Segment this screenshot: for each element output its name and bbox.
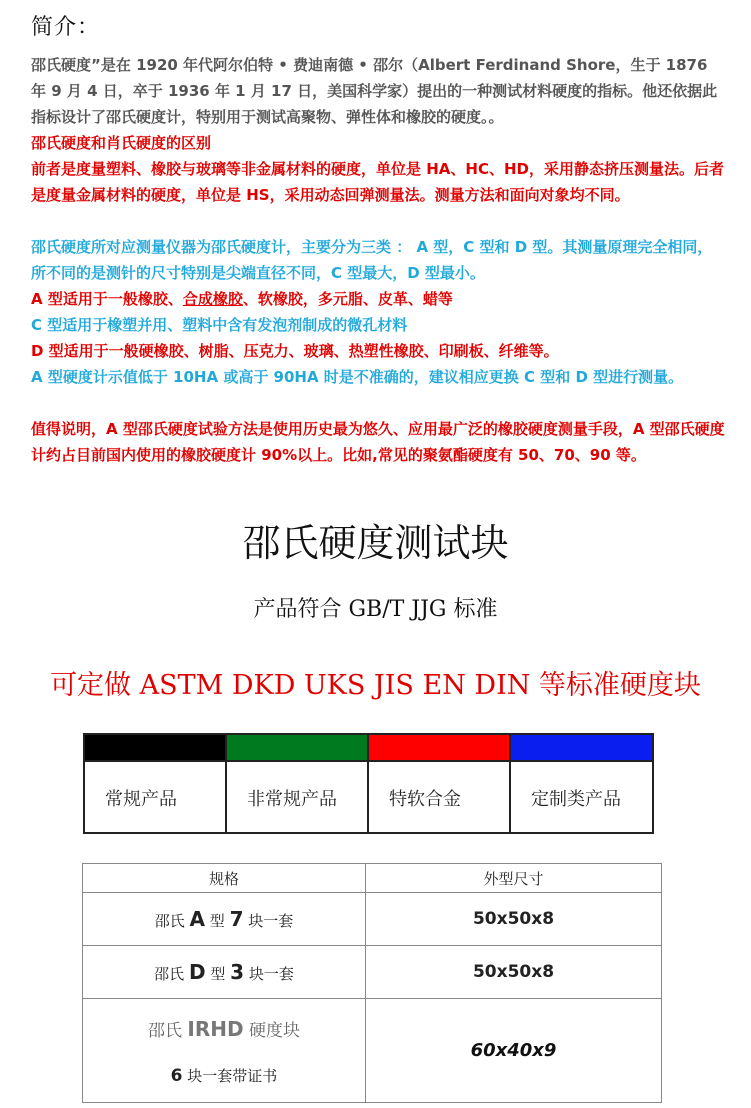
custom-standards-banner: 可定做 ASTM DKD UKS JIS EN DIN 等标准硬度块 (50, 670, 701, 701)
spec-prefix: 邵氏 (154, 965, 185, 983)
spec-row-d (83, 946, 366, 999)
type-d-usage: D 型适用于一般硬橡胶、树脂、压克力、玻璃、热塑性橡胶、印刷板、纤维等。 (31, 342, 559, 360)
spec-table-header (83, 864, 662, 893)
spec-count: 7 (229, 907, 244, 931)
category-swatch-blue (511, 735, 652, 762)
synthetic-rubber-link[interactable]: 合成橡胶 (182, 290, 243, 308)
type-a-usage-part1: A 型适用于一般橡胶、 (31, 290, 183, 308)
category-regular: 常规产品 (85, 762, 227, 834)
spec-count: 6 (170, 1065, 183, 1086)
spec-table (82, 863, 662, 1103)
spec-prefix: 邵氏 (154, 912, 185, 930)
spec-row-a (83, 893, 366, 946)
size-row-d (366, 946, 662, 999)
type-a-accuracy-note: A 型硬度计示值低于 10HA 或高于 90HA 时是不准确的，建议相应更换 C 型和 D 型进行测量。 (31, 368, 684, 386)
product-title: 邵氏硬度测试块 (242, 521, 509, 565)
difference-heading: 邵氏硬度和肖氏硬度的区别 (31, 134, 212, 152)
intro-paragraph-shore: 邵氏硬度”是在 1920 年代阿尔伯特 • 费迪南德 • 邵尔（Albert Ferdinand Shore，生于 1876 年 9 月 4 日，卒于 1936 年 1 月 17 日，美国科学家）提出的一种测试材料硬度的指标。他还依据此指标设计了邵氏硬度计，特别用于测试高聚物、弹性体和橡胶的硬度。。 (31, 56, 718, 126)
table-row (83, 999, 662, 1103)
spec-row-irhd (83, 999, 366, 1103)
spec-header-spec: 规格 (83, 864, 366, 893)
spec-suffix: 硬度块 (249, 1020, 300, 1041)
spec-type: IRHD (187, 1016, 244, 1041)
size-row-irhd (366, 999, 662, 1103)
spec-type: A (189, 907, 205, 931)
spec-type: D (188, 960, 206, 984)
type-a-usage-part2: 、软橡胶，多元脂、皮革、蜡等 (242, 290, 453, 308)
spec-mid: 型 (209, 912, 225, 930)
product-category-table (83, 733, 654, 834)
category-soft-alloy: 特软合金 (369, 762, 511, 834)
type-c-usage: C 型适用于橡塑并用、塑料中含有发泡剂制成的微孔材料 (31, 316, 408, 334)
size-value: 60x40x9 (470, 1040, 557, 1061)
tester-types-paragraph: 邵氏硬度所对应测量仪器为邵氏硬度计，主要分为三类 ： A 型，C 型和 D 型。其测量原理完全相同，所不同的是测针的尺寸特别是尖端直径不同，C 型最大，D 型最小。 (31, 238, 713, 282)
spec-suffix: 块一套 (248, 965, 294, 983)
spec-count: 3 (230, 960, 245, 984)
category-nonregular: 非常规产品 (227, 762, 369, 834)
spec-set-note: 块一套带证书 (187, 1066, 278, 1085)
spec-mid: 型 (210, 965, 226, 983)
size-row-a (366, 893, 662, 946)
size-value: 50x50x8 (472, 909, 555, 929)
category-custom: 定制类产品 (531, 789, 621, 810)
product-standard: 产品符合 GB/T JJG 标准 (253, 597, 498, 622)
spec-prefix: 邵氏 (148, 1020, 182, 1041)
intro-heading: 简介： (31, 15, 101, 40)
spec-header-size: 外型尺寸 (366, 864, 662, 893)
category-swatch-green (227, 735, 369, 762)
type-a-usage (31, 286, 725, 312)
category-swatch-black (85, 735, 227, 762)
type-a-history-note: 值得说明，A 型邵氏硬度试验方法是使用历史最为悠久、应用最广泛的橡胶硬度测量手段，A 型邵氏硬度计约占目前国内使用的橡胶硬度计 90%以上。比如,常见的聚氨酯硬度有 50、70、90 等。 (31, 420, 725, 464)
table-row (83, 946, 662, 999)
size-value: 50x50x8 (472, 962, 555, 982)
table-row (83, 893, 662, 946)
category-swatch-red (369, 735, 511, 762)
spec-suffix: 块一套 (248, 912, 294, 930)
difference-paragraph: 前者是度量塑料、橡胶与玻璃等非金属材料的硬度，单位是 HA、HC、HD，采用静态挤压测量法。后者是度量金属材料的硬度，单位是 HS，采用动态回弹测量法。测量方法和面向对象均不同。 (31, 160, 724, 204)
